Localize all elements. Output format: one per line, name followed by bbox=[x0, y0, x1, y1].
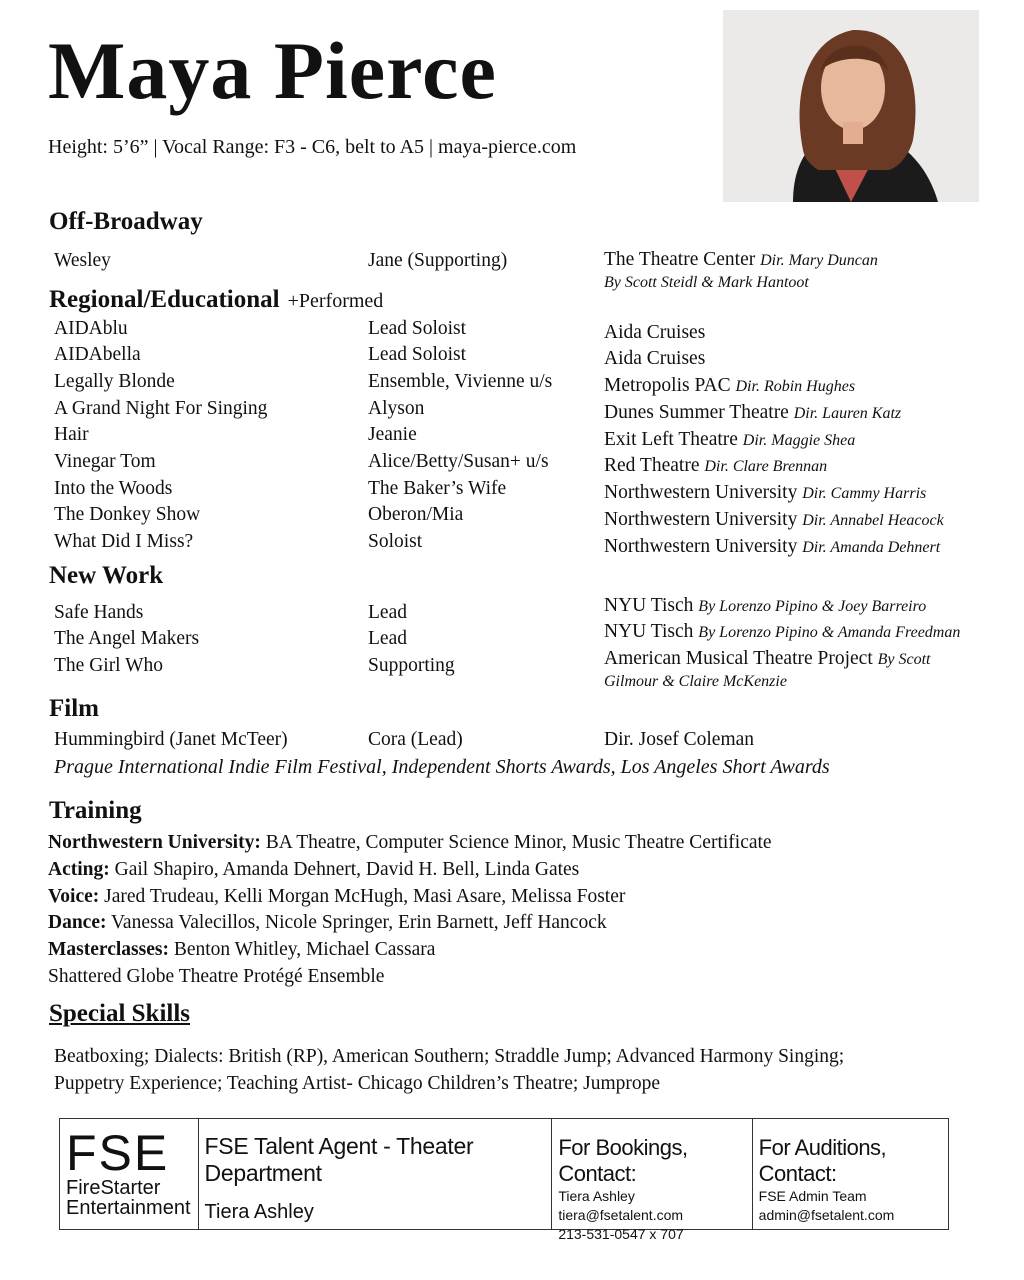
actor-name: Maya Pierce bbox=[48, 25, 497, 116]
director: Dir. Amanda Dehnert bbox=[802, 539, 941, 556]
director: Dir. Clare Brennan bbox=[704, 458, 828, 475]
role: Ensemble, Vivienne u/s bbox=[368, 371, 553, 392]
venue: NYU Tisch bbox=[604, 595, 694, 616]
auditions-heading: For Auditions, Contact: bbox=[758, 1135, 887, 1186]
training-text: Jared Trudeau, Kelli Morgan McHugh, Masi Asare, Melissa Foster bbox=[99, 885, 626, 907]
role: Alyson bbox=[368, 398, 425, 419]
director: Dir. Maggie Shea bbox=[742, 432, 856, 449]
training-line bbox=[48, 886, 625, 908]
venue-credit bbox=[604, 482, 1014, 504]
role: Oberon/Mia bbox=[368, 504, 464, 525]
venue: The Theatre Center bbox=[604, 249, 756, 270]
role: Alice/Betty/Susan+ u/s bbox=[368, 451, 549, 472]
director: Dir. Mary Duncan bbox=[760, 252, 878, 269]
venue-credit bbox=[604, 348, 1014, 370]
section-title: Regional/Educational bbox=[49, 286, 280, 313]
training-label: Acting: bbox=[48, 858, 110, 880]
section-training: Training bbox=[49, 797, 142, 824]
venue: Northwestern University bbox=[604, 482, 798, 503]
section-new-work: New Work bbox=[49, 562, 164, 589]
section-special-skills: Special Skills bbox=[49, 1000, 191, 1027]
training-line bbox=[48, 966, 384, 988]
training-text: Benton Whitley, Michael Cassara bbox=[168, 939, 436, 961]
venue-credit bbox=[604, 621, 1014, 643]
show-title: Legally Blonde bbox=[54, 371, 175, 392]
training-label: Dance: bbox=[48, 912, 107, 934]
skills-line: Puppetry Experience; Teaching Artist- Chicago Children’s Theatre; Jumprope bbox=[54, 1073, 661, 1094]
role: Soloist bbox=[368, 531, 423, 552]
venue: Exit Left Theatre bbox=[604, 429, 738, 450]
venue-credit bbox=[604, 455, 1014, 477]
role: Lead Soloist bbox=[368, 344, 467, 365]
agent-name: Tiera Ashley bbox=[204, 1201, 314, 1223]
bookings-phone: 213-531-0547 x 707 bbox=[558, 1226, 684, 1242]
logo-line: FireStarter bbox=[66, 1176, 161, 1199]
training-text: Vanessa Valecillos, Nicole Springer, Erin Barnett, Jeff Hancock bbox=[106, 912, 607, 934]
venue-credit bbox=[604, 249, 1014, 293]
role: The Baker’s Wife bbox=[368, 478, 507, 499]
show-title: AIDAbella bbox=[54, 344, 141, 365]
director: Dir. Cammy Harris bbox=[802, 485, 927, 502]
director: Dir. Lauren Katz bbox=[793, 405, 902, 422]
venue: Northwestern University bbox=[604, 509, 798, 530]
bookings-email[interactable]: tiera@fsetalent.com bbox=[558, 1207, 684, 1223]
show-title: Hair bbox=[54, 424, 89, 445]
venue: Aida Cruises bbox=[604, 348, 706, 369]
agent-info bbox=[199, 1119, 553, 1229]
director: Dir. Annabel Heacock bbox=[802, 512, 944, 529]
venue-credit bbox=[604, 595, 1014, 617]
training-line bbox=[48, 939, 435, 961]
role: Lead Soloist bbox=[368, 318, 467, 339]
training-text: BA Theatre, Computer Science Minor, Music Theatre Certificate bbox=[260, 832, 772, 853]
agent-title: FSE Talent Agent - Theater Department bbox=[204, 1133, 474, 1186]
section-off-broadway: Off-Broadway bbox=[49, 208, 203, 235]
venue: Northwestern University bbox=[604, 536, 798, 557]
director: By Scott bbox=[877, 651, 931, 668]
venue: Metropolis PAC bbox=[604, 375, 731, 396]
venue-credit bbox=[604, 375, 1014, 397]
section-regional bbox=[49, 286, 383, 314]
writers: By Scott Steidl & Mark Hantoot bbox=[604, 274, 809, 291]
venue-credit bbox=[604, 402, 1014, 424]
venue: American Musical Theatre Project bbox=[604, 648, 873, 669]
skills-text bbox=[54, 1043, 954, 1097]
bookings-heading: For Bookings, Contact: bbox=[558, 1135, 688, 1186]
show-title: AIDAblu bbox=[54, 318, 128, 339]
logo-text: FSE bbox=[66, 1125, 170, 1182]
venue-credit bbox=[604, 536, 1014, 558]
training-text: Gail Shapiro, Amanda Dehnert, David H. Bell, Linda Gates bbox=[109, 858, 580, 880]
venue: Red Theatre bbox=[604, 455, 700, 476]
headshot-photo bbox=[723, 10, 979, 202]
show-title: A Grand Night For Singing bbox=[54, 398, 268, 419]
show-title: Into the Woods bbox=[54, 478, 173, 499]
director: By Lorenzo Pipino & Joey Barreiro bbox=[698, 598, 927, 615]
logo-line: Entertainment bbox=[66, 1196, 191, 1219]
role: Cora (Lead) bbox=[368, 729, 463, 750]
show-title: Safe Hands bbox=[54, 602, 144, 623]
fse-logo bbox=[60, 1119, 199, 1229]
venue-credit bbox=[604, 429, 1014, 451]
role: Supporting bbox=[368, 655, 455, 676]
role: Jeanie bbox=[368, 424, 417, 445]
director: By Lorenzo Pipino & Amanda Freedman bbox=[698, 624, 961, 641]
show-title: Wesley bbox=[54, 250, 111, 271]
auditions-contact bbox=[753, 1119, 948, 1229]
training-line bbox=[48, 859, 579, 881]
role: Jane (Supporting) bbox=[368, 250, 508, 271]
venue: Dunes Summer Theatre bbox=[604, 402, 789, 423]
show-title: The Donkey Show bbox=[54, 504, 201, 525]
show-title: Vinegar Tom bbox=[54, 451, 156, 472]
venue: Aida Cruises bbox=[604, 322, 706, 343]
training-label: Masterclasses: bbox=[48, 939, 169, 961]
director: Gilmour & Claire McKenzie bbox=[604, 673, 787, 690]
bookings-name: Tiera Ashley bbox=[558, 1188, 635, 1204]
bookings-contact bbox=[552, 1119, 752, 1242]
show-title: Hummingbird (Janet McTeer) bbox=[54, 729, 288, 750]
show-title: The Girl Who bbox=[54, 655, 164, 676]
training-label: Voice: bbox=[48, 885, 100, 907]
training-line bbox=[48, 832, 772, 854]
section-film: Film bbox=[49, 695, 99, 722]
auditions-email[interactable]: admin@fsetalent.com bbox=[758, 1207, 895, 1223]
skills-line: Beatboxing; Dialects: British (RP), American Southern; Straddle Jump; Advanced Harmony Singing; bbox=[54, 1046, 845, 1067]
festival-list: Prague International Indie Film Festival, Independent Shorts Awards, Los Angeles Short Awards bbox=[54, 756, 830, 778]
venue: NYU Tisch bbox=[604, 621, 694, 642]
training-line bbox=[48, 912, 607, 934]
training-label: Northwestern University: bbox=[48, 832, 261, 853]
actor-stats: Height: 5’6” | Vocal Range: F3 - C6, belt to A5 | maya-pierce.com bbox=[48, 136, 577, 158]
director: Dir. Robin Hughes bbox=[735, 378, 856, 395]
show-title: What Did I Miss? bbox=[54, 531, 194, 552]
training-text: Shattered Globe Theatre Protégé Ensemble bbox=[48, 966, 385, 987]
credit-row bbox=[54, 729, 1014, 753]
show-title: The Angel Makers bbox=[54, 628, 200, 649]
role: Lead bbox=[368, 602, 407, 623]
performed-note: +Performed bbox=[287, 290, 384, 312]
venue-credit bbox=[604, 322, 1014, 344]
venue-credit bbox=[604, 648, 1014, 692]
agency-footer bbox=[59, 1118, 949, 1242]
venue-credit bbox=[604, 509, 1014, 531]
venue: Dir. Josef Coleman bbox=[604, 729, 755, 750]
role: Lead bbox=[368, 628, 407, 649]
auditions-name: FSE Admin Team bbox=[758, 1188, 867, 1204]
